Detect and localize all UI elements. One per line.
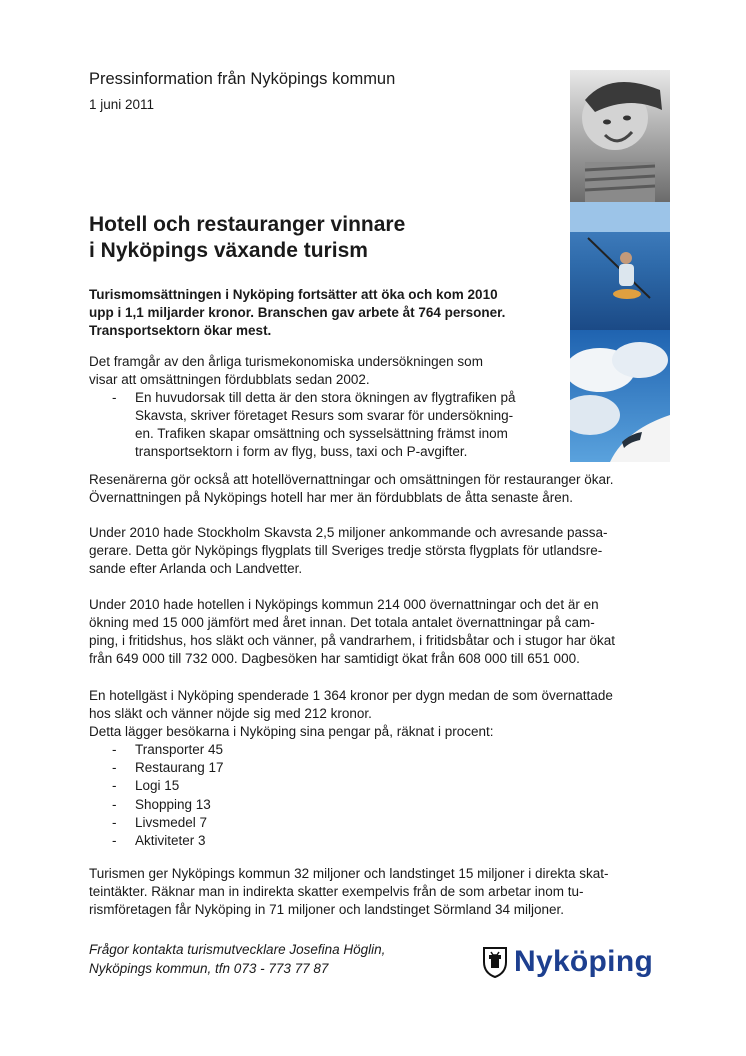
intro-bullet-line: En huvudorsak till detta är den stora ökningen av flygtrafiken på bbox=[135, 390, 516, 405]
headline-line: Hotell och restauranger vinnare bbox=[89, 213, 406, 236]
lead-line: Turismomsättningen i Nyköping fortsätter att öka och kom 2010 bbox=[89, 287, 498, 302]
dash-marker: - bbox=[112, 814, 117, 830]
boy-photo bbox=[570, 70, 670, 202]
dash-marker: - bbox=[112, 760, 117, 776]
lead-paragraph bbox=[89, 286, 559, 340]
body-line: rismföretagen får Nyköping in 71 miljoner och landstinget Sörmland 34 miljoner. bbox=[89, 902, 564, 917]
closing-paragraph bbox=[89, 865, 674, 919]
list-item bbox=[89, 814, 224, 832]
list-item-text: Transporter 45 bbox=[135, 742, 224, 757]
intro-line: Det framgår av den årliga turismekonomiska undersökningen som bbox=[89, 354, 483, 369]
dash-marker: - bbox=[112, 390, 117, 405]
airplane-photo bbox=[570, 330, 670, 462]
body-line: gerare. Detta gör Nyköpings flygplats till Sveriges tredje största flygplats för utlandsre- bbox=[89, 543, 603, 558]
photo-collage bbox=[570, 70, 670, 462]
body-line: Turismen ger Nyköpings kommun 32 miljoner och landstinget 15 miljoner i direkta skat- bbox=[89, 866, 609, 881]
dash-marker: - bbox=[112, 833, 117, 849]
lead-line: upp i 1,1 miljarder kronor. Branschen gav arbete åt 764 personer. bbox=[89, 305, 506, 320]
body-paragraph bbox=[89, 687, 674, 741]
body-line: från 649 000 till 732 000. Dagbesöken har samtidigt ökat från 608 000 till 651 000. bbox=[89, 651, 580, 666]
body-paragraph bbox=[89, 596, 674, 668]
body-paragraph bbox=[89, 524, 674, 578]
headline bbox=[89, 212, 405, 264]
dash-marker: - bbox=[112, 796, 117, 812]
press-header-title: Pressinformation från Nyköpings kommun bbox=[89, 70, 396, 88]
body-line: Under 2010 hade hotellen i Nyköpings kommun 214 000 övernattningar och det är en bbox=[89, 597, 599, 612]
list-item bbox=[89, 759, 224, 777]
list-item-text: Logi 15 bbox=[135, 778, 180, 794]
logo-wordmark: Nyköping bbox=[514, 945, 654, 978]
intro-line: visar att omsättningen fördubblats sedan 2002. bbox=[89, 372, 370, 387]
intro-paragraph bbox=[89, 353, 559, 389]
list-item bbox=[89, 777, 224, 795]
list-item-text: Livsmedel 7 bbox=[135, 814, 208, 830]
coat-of-arms-icon bbox=[482, 946, 508, 978]
contact-info bbox=[89, 940, 385, 978]
spending-list bbox=[89, 741, 224, 850]
body-line: sande efter Arlanda och Landvetter. bbox=[89, 561, 303, 576]
list-item bbox=[89, 741, 224, 759]
photo-strip bbox=[570, 70, 670, 462]
intro-bullet-line: transportsektorn i form av flyg, buss, taxi och P-avgifter. bbox=[135, 444, 468, 459]
body-line: teintäkter. Räknar man in indirekta skatter exempelvis från de som arbetar inom tu- bbox=[89, 884, 584, 899]
body-line: Under 2010 hade Stockholm Skavsta 2,5 miljoner ankommande och avresande passa- bbox=[89, 525, 608, 540]
intro-bullet-line: Skavsta, skriver företaget Resurs som svarar för undersökning- bbox=[135, 408, 514, 423]
list-item bbox=[89, 832, 224, 850]
kayak-photo bbox=[570, 202, 670, 330]
contact-line: Nyköpings kommun, tfn 073 - 773 77 87 bbox=[89, 961, 329, 976]
body-line: Resenärerna gör också att hotellövernattningar och omsättningen för restauranger ökar. bbox=[89, 472, 614, 487]
intro-bullet bbox=[89, 389, 559, 461]
body-line: ping, i fritidshus, hos släkt och vänner, på vandrarhem, i fritidsbåtar och i stugor har ökat bbox=[89, 633, 616, 648]
intro-bullet-line: en. Trafiken skapar omsättning och sysselsättning främst inom bbox=[135, 426, 508, 441]
lead-line: Transportsektorn ökar mest. bbox=[89, 323, 272, 338]
list-item bbox=[89, 796, 224, 814]
list-item-text: Restaurang 17 bbox=[135, 760, 224, 776]
contact-line: Frågor kontakta turismutvecklare Josefina Höglin, bbox=[89, 942, 386, 957]
press-date: 1 juni 2011 bbox=[89, 97, 155, 112]
body-line: ökning med 15 000 jämfört med året innan. Det totala antalet övernattningar på cam- bbox=[89, 615, 595, 630]
body-line: En hotellgäst i Nyköping spenderade 1 364 kronor per dygn medan de som övernattade bbox=[89, 688, 613, 703]
intro-bullet-item bbox=[89, 389, 559, 461]
list-item-text: Aktiviteter 3 bbox=[135, 833, 206, 849]
body-paragraph bbox=[89, 471, 674, 507]
nykoping-logo bbox=[482, 945, 653, 979]
dash-marker: - bbox=[112, 778, 117, 794]
body-line: Detta lägger besökarna i Nyköping sina pengar på, räknat i procent: bbox=[89, 724, 494, 739]
list-item-text: Shopping 13 bbox=[135, 796, 211, 812]
headline-line: i Nyköpings växande turism bbox=[89, 239, 368, 262]
body-line: Övernattningen på Nyköpings hotell har mer än fördubblats de åtta senaste åren. bbox=[89, 490, 574, 505]
dash-marker: - bbox=[112, 742, 117, 757]
body-line: hos släkt och vänner nöjde sig med 212 kronor. bbox=[89, 706, 372, 721]
